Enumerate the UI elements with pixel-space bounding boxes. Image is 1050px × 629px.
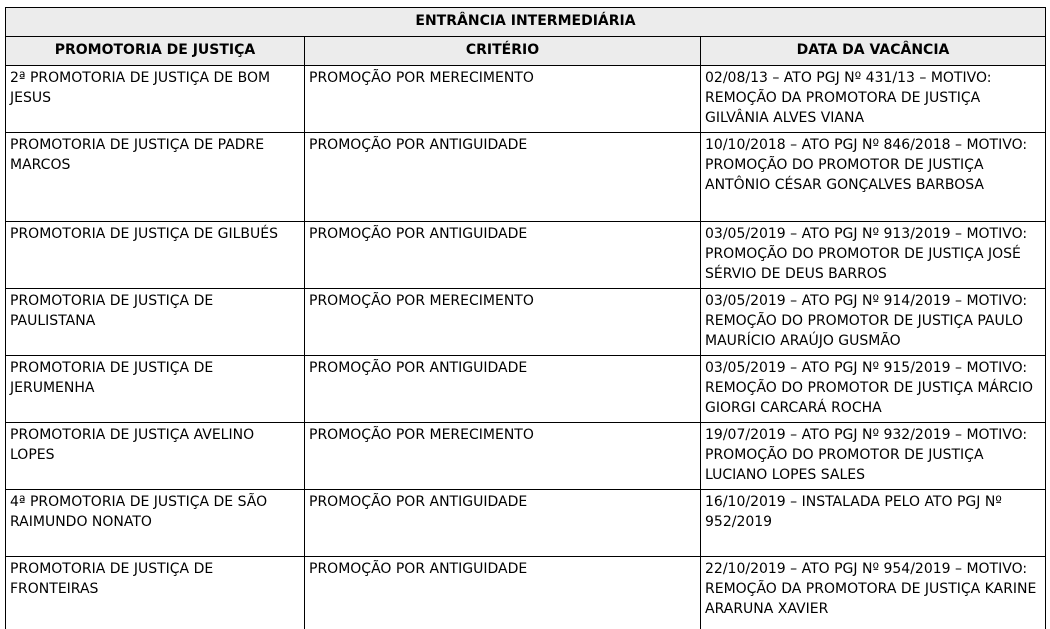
data-vacancia-cell: 16/10/2019 – INSTALADA PELO ATO PGJ Nº 952/2019 bbox=[701, 490, 1046, 557]
data-vacancia-cell: 02/08/13 – ATO PGJ Nº 431/13 – MOTIVO: REMOÇÃO DA PROMOTORA DE JUSTIÇA GILVÂNIA ALVES VIANA bbox=[701, 66, 1046, 133]
promotoria-cell: PROMOTORIA DE JUSTIÇA DE FRONTEIRAS bbox=[6, 557, 305, 629]
promotoria-cell: PROMOTORIA DE JUSTIÇA DE JERUMENHA bbox=[6, 356, 305, 423]
promotoria-cell: PROMOTORIA DE JUSTIÇA DE GILBUÉS bbox=[6, 222, 305, 289]
table-row bbox=[6, 490, 1046, 557]
table-row bbox=[6, 222, 1046, 289]
criterio-cell: PROMOÇÃO POR ANTIGUIDADE bbox=[305, 222, 701, 289]
table-row bbox=[6, 66, 1046, 133]
table-row bbox=[6, 356, 1046, 423]
vacancy-table bbox=[5, 7, 1046, 629]
promotoria-cell: PROMOTORIA DE JUSTIÇA DE PADRE MARCOS bbox=[6, 133, 305, 222]
table-row bbox=[6, 557, 1046, 629]
data-vacancia-cell: 19/07/2019 – ATO PGJ Nº 932/2019 – MOTIVO: PROMOÇÃO DO PROMOTOR DE JUSTIÇA LUCIANO LOPES SALES bbox=[701, 423, 1046, 490]
data-vacancia-cell: 10/10/2018 – ATO PGJ Nº 846/2018 – MOTIVO: PROMOÇÃO DO PROMOTOR DE JUSTIÇA ANTÔNIO CÉSAR GONÇALVES BARBOSA bbox=[701, 133, 1046, 222]
table-title-row bbox=[6, 8, 1046, 37]
criterio-cell: PROMOÇÃO POR MERECIMENTO bbox=[305, 66, 701, 133]
data-vacancia-cell: 22/10/2019 – ATO PGJ Nº 954/2019 – MOTIVO: REMOÇÃO DA PROMOTORA DE JUSTIÇA KARINE ARARUNA XAVIER bbox=[701, 557, 1046, 629]
criterio-cell: PROMOÇÃO POR MERECIMENTO bbox=[305, 423, 701, 490]
data-vacancia-cell: 03/05/2019 – ATO PGJ Nº 913/2019 – MOTIVO: PROMOÇÃO DO PROMOTOR DE JUSTIÇA JOSÉ SÉRVIO DE DEUS BARROS bbox=[701, 222, 1046, 289]
promotoria-cell: 4ª PROMOTORIA DE JUSTIÇA DE SÃO RAIMUNDO NONATO bbox=[6, 490, 305, 557]
criterio-cell: PROMOÇÃO POR MERECIMENTO bbox=[305, 289, 701, 356]
column-header-data-vacancia: DATA DA VACÂNCIA bbox=[701, 37, 1046, 66]
criterio-cell: PROMOÇÃO POR ANTIGUIDADE bbox=[305, 557, 701, 629]
data-vacancia-cell: 03/05/2019 – ATO PGJ Nº 915/2019 – MOTIVO: REMOÇÃO DO PROMOTOR DE JUSTIÇA MÁRCIO GIORGI CARCARÁ ROCHA bbox=[701, 356, 1046, 423]
promotoria-cell: PROMOTORIA DE JUSTIÇA AVELINO LOPES bbox=[6, 423, 305, 490]
table-row bbox=[6, 423, 1046, 490]
table-title: ENTRÂNCIA INTERMEDIÁRIA bbox=[6, 8, 1046, 37]
column-header-promotoria: PROMOTORIA DE JUSTIÇA bbox=[6, 37, 305, 66]
table-row bbox=[6, 133, 1046, 222]
column-header-criterio: CRITÉRIO bbox=[305, 37, 701, 66]
criterio-cell: PROMOÇÃO POR ANTIGUIDADE bbox=[305, 356, 701, 423]
table-row bbox=[6, 289, 1046, 356]
table-header-row bbox=[6, 37, 1046, 66]
promotoria-cell: 2ª PROMOTORIA DE JUSTIÇA DE BOM JESUS bbox=[6, 66, 305, 133]
criterio-cell: PROMOÇÃO POR ANTIGUIDADE bbox=[305, 490, 701, 557]
promotoria-cell: PROMOTORIA DE JUSTIÇA DE PAULISTANA bbox=[6, 289, 305, 356]
criterio-cell: PROMOÇÃO POR ANTIGUIDADE bbox=[305, 133, 701, 222]
data-vacancia-cell: 03/05/2019 – ATO PGJ Nº 914/2019 – MOTIVO: REMOÇÃO DO PROMOTOR DE JUSTIÇA PAULO MAURÍCIO ARAÚJO GUSMÃO bbox=[701, 289, 1046, 356]
